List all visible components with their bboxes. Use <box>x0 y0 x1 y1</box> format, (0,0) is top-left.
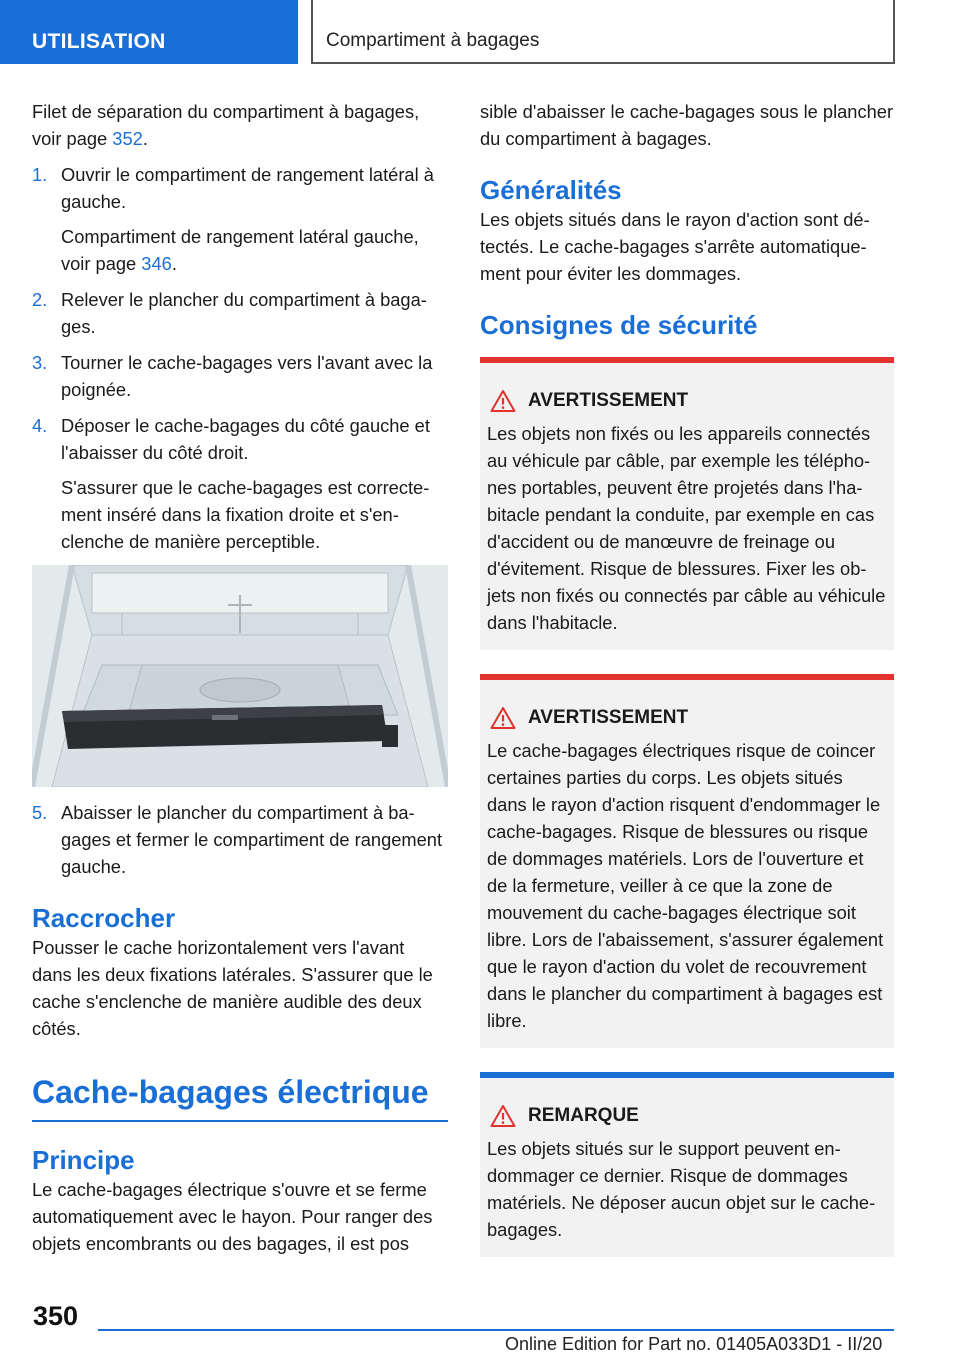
left-column <box>32 98 448 1257</box>
right-column <box>480 98 894 1257</box>
generalites-heading: Généralités <box>480 175 622 205</box>
step-number: 2. <box>32 289 48 310</box>
notice-triangle-icon <box>490 1104 516 1128</box>
warning-text: Les objets non fixés ou les appareils connectés au véhicule par câble, par exemple les téléphones portables, peuvent être projetés dans l'habitacle pendant la conduite, par exemple en cas d'accident ou de manœuvre de freinage ou d'évitement. Risque de blessures. Fixer les objets non fixés ou connectés par câble au véhicule dans l'habitacle. <box>487 423 886 633</box>
step-text: Tourner le cache-bagages vers l'avant avec la poignée. <box>61 352 433 400</box>
trunk-drawing <box>32 565 448 787</box>
step-item <box>32 286 448 340</box>
raccrocher-heading: Raccrocher <box>32 903 176 933</box>
step-number: 3. <box>32 352 48 373</box>
step-note: S'assurer que le cache-bagages est correctement inséré dans la fixation droite et s'enclenche de manière perceptible. <box>61 477 430 552</box>
header-section-label: UTILISATION <box>32 30 166 53</box>
step-text: Relever le plancher du compartiment à bagages. <box>61 289 427 337</box>
page-link-352[interactable]: 352 <box>112 128 143 149</box>
luggage-compartment-illustration <box>32 565 448 787</box>
raccrocher-paragraph: Pousser le cache horizontalement vers l'avant dans les deux fixations latérales. S'assurer que le cache s'enclenche de manière audible des deux côtés. <box>32 937 433 1039</box>
notice-box <box>480 1072 894 1257</box>
step-text: Abaisser le plancher du compartiment à bagages et fermer le compartiment de rangement gauche. <box>61 802 443 877</box>
footer-rule <box>98 1329 894 1331</box>
step-item <box>32 799 448 880</box>
step-item <box>32 412 448 555</box>
step-text: Déposer le cache-bagages du côté gauche et l'abaisser du côté droit. <box>61 415 430 463</box>
warning-text: Le cache-bagages électriques risque de coincer certaines parties du corps. Les objets situés dans le rayon d'action risquent d'endommager le cache-bagages. Risque de blessures ou risque de dommages matériels. Lors de l'ouverture et de la fermeture, veiller à ce que la zone de mouvement du cache-bagages électrique soit libre. Lors de l'abaissement, s'assurer également que le rayon d'action du volet de recouvrement dans le plancher du compartiment à bagages est libre. <box>487 740 884 1031</box>
steps-list <box>32 161 448 555</box>
generalites-paragraph: Les objets situés dans le rayon d'action sont détectés. Le cache-bagages s'arrête automatiquement pour éviter les dommages. <box>480 209 870 284</box>
page-link-346[interactable]: 346 <box>141 253 172 274</box>
warning-box <box>480 674 894 1048</box>
step-item <box>32 161 448 277</box>
step-text: Ouvrir le compartiment de rangement latéral à gauche. <box>61 164 434 212</box>
continued-paragraph: sible d'abaisser le cache-bagages sous le plancher du compartiment à bagages. <box>480 101 894 149</box>
warning-triangle-icon <box>490 389 516 413</box>
warning-box <box>480 357 894 650</box>
step-number: 5. <box>32 802 48 823</box>
header-chapter-label: Compartiment à bagages <box>326 30 540 51</box>
footer-edition: Online Edition for Part no. 01405A033D1 - II/20 <box>505 1334 883 1354</box>
step-item <box>32 349 448 403</box>
notice-text: Les objets situés sur le support peuvent endommager ce dernier. Risque de dommages matériels. Ne déposer aucun objet sur le cache-bagages. <box>487 1138 876 1240</box>
notice-title: REMARQUE <box>528 1105 639 1126</box>
page-number: 350 <box>33 1301 79 1331</box>
step-number: 1. <box>32 164 48 185</box>
warning-title: AVERTISSEMENT <box>528 707 689 728</box>
warning-title: AVERTISSEMENT <box>528 390 689 411</box>
heading-rule <box>32 1120 448 1122</box>
consignes-heading: Consignes de sécurité <box>480 310 758 340</box>
main-section-heading: Cache-bagages électrique <box>32 1074 429 1110</box>
step-number: 4. <box>32 415 48 436</box>
warning-triangle-icon <box>490 706 516 730</box>
principe-heading: Principe <box>32 1145 135 1175</box>
steps-list-continued <box>32 799 448 880</box>
intro-paragraph: Filet de séparation du compartiment à bagages, voir page 352. <box>32 101 420 149</box>
step-note: Compartiment de rangement latéral gauche, voir page 346. <box>61 226 419 274</box>
principe-paragraph: Le cache-bagages électrique s'ouvre et se ferme automatiquement avec le hayon. Pour ranger des objets encombrants ou des bagages, il est pos <box>32 1179 433 1254</box>
